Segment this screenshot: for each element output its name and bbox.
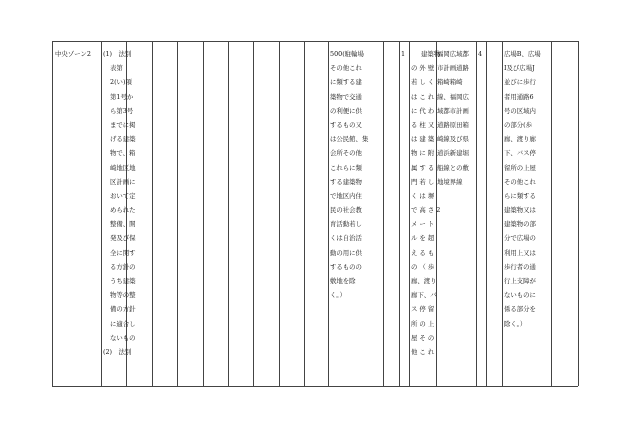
building-line: 若 し く [411, 78, 435, 87]
building-line: く は 塀 [411, 191, 435, 200]
exempt-line: 行上支障が [504, 277, 536, 285]
building-line: る 柱 又 [411, 120, 435, 129]
clause-line: ら第3号 [110, 106, 134, 115]
building-line: で 高 さ 2 [411, 206, 441, 215]
clause-line: おいて定 [110, 191, 136, 200]
exempt-line: 建築物の部 [504, 220, 536, 229]
exempt-line: 留所の上屋 [504, 163, 536, 172]
exempt-line: 係る部分を [504, 305, 536, 314]
exempt-line: らに類する [504, 191, 536, 200]
use-line: で地区内住 [330, 191, 362, 200]
use-line: これらに類 [330, 163, 362, 172]
road-column [437, 47, 469, 189]
clause-line: 発及び保 [110, 234, 136, 243]
exempt-column [504, 47, 541, 331]
use-line: は公民館、集 [330, 135, 369, 144]
building-line: 屋 そ の [411, 333, 435, 342]
use-line: に類する建 [330, 78, 362, 87]
road-line: 箱崎箱崎 [437, 78, 463, 87]
clause-line: に適合し [110, 319, 136, 328]
exempt-line: その他これ [504, 177, 536, 186]
building-column [411, 47, 440, 359]
exempt-line: I及び広場J [504, 64, 535, 73]
exempt-line: 利用上又は [504, 248, 536, 257]
use-line: の利便に供 [330, 106, 362, 115]
use-line: 築物で交通 [330, 92, 362, 101]
road-line: 崎線及び県 [437, 135, 469, 144]
grid-line [551, 41, 552, 386]
grid-line [152, 41, 153, 386]
building-line: 門 若 し [411, 177, 435, 186]
exempt-line: 分で広場の [504, 234, 536, 243]
grid-line [328, 41, 329, 386]
road-number: 4 [478, 50, 483, 58]
building-line: 属 す る [411, 163, 435, 172]
exempt-line: 並びに歩行 [504, 78, 536, 87]
use-line: する建築物 [330, 177, 362, 186]
exempt-line: 除く。） [504, 319, 527, 328]
exempt-line: 歩行者の通 [504, 262, 536, 271]
building-line: メ ー ト [411, 220, 435, 229]
building-line: に 代 わ [411, 106, 435, 115]
clause-line: 全に関す [110, 248, 136, 257]
use-line: く。） [330, 291, 346, 300]
clause-line: 備の方針 [110, 305, 136, 314]
road-line: 船線との敷 [437, 163, 469, 172]
clause-line: 2(い)項 [110, 78, 132, 87]
zone-label: 中央ゾーン2 [55, 50, 91, 58]
grid-line [101, 41, 102, 386]
building-line: 建築物 [421, 50, 441, 58]
clause-line: 物等の整 [110, 291, 136, 300]
item-number: 1 [401, 50, 406, 58]
grid-line [409, 41, 410, 386]
building-line: 物 に 附 [411, 149, 435, 158]
clause-line: 表第 [110, 64, 123, 73]
exempt-line: 廊、渡り廊 [504, 135, 536, 144]
use-column [330, 47, 368, 302]
building-line: 所 の 上 [411, 319, 435, 328]
grid-line [304, 41, 305, 386]
building-line: え る も [411, 248, 435, 257]
building-line: 廊下、バ [411, 291, 437, 300]
grid-line [578, 41, 579, 386]
grid-line [502, 41, 503, 386]
clause-line: (1) 法別 [103, 50, 132, 58]
clause-column [103, 47, 136, 359]
use-line: 育活動若し [330, 220, 362, 229]
grid-line [253, 41, 254, 386]
exempt-line: 者用通路6 [504, 92, 534, 101]
grid-line [399, 41, 400, 386]
grid-line [203, 41, 204, 386]
table-top-border [52, 41, 578, 42]
clause-line: (2) 法別 [103, 347, 132, 356]
road-line: 道路原田箱 [437, 120, 469, 129]
building-line: は こ れ [411, 92, 435, 101]
clause-line: 崎地区地 [110, 163, 136, 172]
clause-line: うち建築 [110, 277, 136, 285]
use-line: 会所その他 [330, 149, 362, 158]
clause-line: までに掲 [110, 120, 136, 129]
use-line: くは自治活 [330, 234, 362, 243]
clause-line: 区計画に [110, 177, 136, 186]
use-line: するもの又 [330, 120, 362, 129]
building-line: の （ 歩 [411, 262, 435, 271]
road-line: 線、福岡広 [437, 92, 469, 101]
use-line: その他これ [330, 64, 362, 73]
grid-line [177, 41, 178, 386]
grid-line [486, 41, 487, 386]
building-line: 他 こ れ [411, 347, 435, 356]
building-line: ス 停 留 [411, 305, 435, 314]
road-line: 福岡広域都 [437, 50, 469, 58]
use-line: 500(駐輪場 [330, 50, 364, 58]
road-line: 域都市計画 [437, 106, 469, 115]
exempt-line: 建築物又は [504, 206, 536, 215]
building-line: ル を 超 [411, 234, 435, 243]
road-line: 地境界線 [437, 177, 463, 186]
grid-line [383, 41, 384, 386]
grid-line [228, 41, 229, 386]
road-line: 道浜新建堀 [437, 149, 469, 158]
table-bottom-border [52, 386, 578, 387]
use-line: 民の社会教 [330, 206, 362, 215]
grid-line [279, 41, 280, 386]
exempt-line: 号の区域内 [504, 106, 536, 115]
exempt-line: の部分(歩 [504, 120, 533, 129]
exempt-line: 広場B、広場 [504, 50, 541, 58]
use-line: するものの [330, 262, 362, 271]
clause-line: る方針の [110, 262, 136, 271]
grid-line [52, 41, 53, 386]
use-line: 敷地を除 [330, 277, 356, 285]
clause-line: ないもの [110, 333, 136, 342]
clause-line: 整備、開 [110, 220, 136, 229]
grid-line [476, 41, 477, 386]
building-line: の 外 壁 [411, 64, 435, 73]
clause-line: 物で、箱 [110, 149, 136, 158]
building-line: は 建 築 [411, 135, 435, 144]
exempt-line: ないものに [504, 291, 536, 300]
building-line: 廊、渡り [411, 277, 437, 285]
clause-line: 第1号か [110, 92, 134, 101]
road-line: 市計画道路 [437, 64, 469, 73]
row-divider [52, 386, 126, 387]
clause-line: められた [110, 206, 136, 215]
exempt-line: 下、バス停 [504, 149, 536, 158]
use-line: 動の用に供 [330, 248, 362, 257]
clause-line: げる建築 [110, 135, 136, 144]
